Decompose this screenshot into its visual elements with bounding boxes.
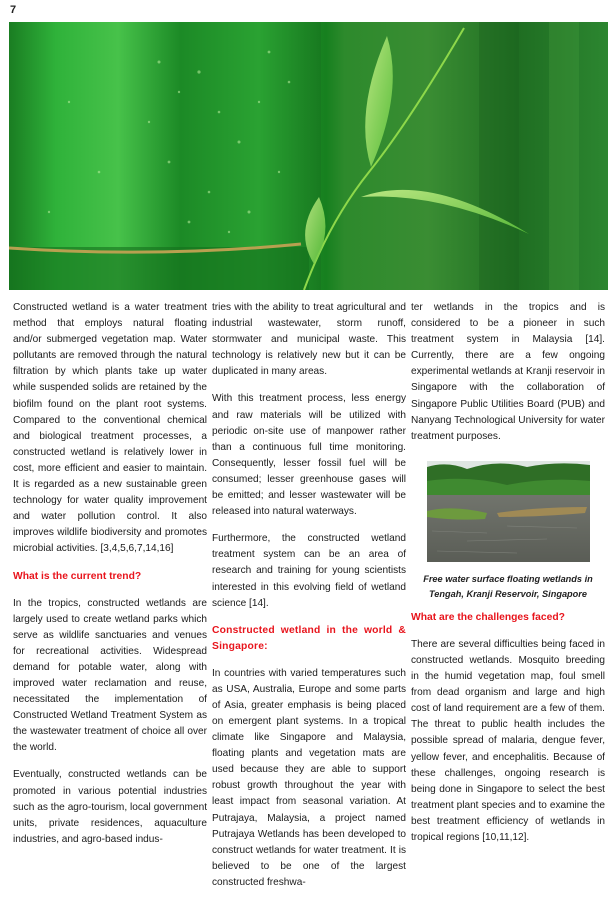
caption-line-1: Free water surface floating wetlands in	[423, 573, 593, 584]
hero-image	[9, 22, 608, 290]
column-1	[13, 300, 207, 859]
wetland-photo	[427, 461, 590, 562]
malaysia-paragraph: ter wetlands in the tropics and is considered to be a pioneer in such treatment system in Malaysia [14]. Currently, there are a few ongoing experimental wetlands at Kranji reservoir in Singapore with the collaboration of Singapore Public Utilities Board (PUB) and Nanyang Technological University for water treatment purposes.	[411, 302, 605, 442]
energy-paragraph: With this treatment process, less energy and raw materials will be utilized with periodic on-site use of manpower rather than a continuous full time monitoring. Consequently, lesser fossil fuel will be consumed; lesser greenhouse gases will be emitted; and lesser wastewater will be released into natural waterways.	[212, 393, 406, 518]
column-3	[411, 300, 605, 857]
photo-caption	[411, 572, 605, 602]
caption-line-2: Tengah, Kranji Reservoir, Singapore	[429, 588, 587, 599]
bamboo-photo-icon	[9, 22, 608, 290]
industries-continued-paragraph: tries with the ability to treat agricultural and industrial wastewater, storm runoff, stormwater and municipal waste. This technology is relatively new but it can be duplicated in many areas.	[212, 302, 406, 378]
page-number: 7	[10, 4, 17, 16]
trend-paragraph: In the tropics, constructed wetlands are largely used to create wetland parks which serve as wildlife sanctuaries and venues for recreational activities. Widespread demand for potable water, along with improved water reclamation and reuse, necessitated the implementation of Constructed Wetland Treatment System as the wastewater treatment of choice all over the world.	[13, 597, 207, 754]
wetland-photo-icon	[427, 461, 590, 562]
industries-paragraph: Eventually, constructed wetlands can be promoted in various potential industries such as the agro-tourism, local government units, private residences, aquaculture industries, and agro-based indus-	[13, 769, 207, 845]
intro-paragraph: Constructed wetland is a water treatment method that employs natural floating and/or submerged vegetation map. Water pollutants are removed through the natural filtration by which plants take up water while suspended solids are retained by the biofilm found on the plant root systems. Compared to the conventional chemical and biological treatment processes, a constructed wetland is relatively lower in cost, more efficient and easier to maintain. It is regarded as a new sustainable green technology for water quality improvement and water pollution control. It also improves wildlife biodiversity and promotes microbial activities. [3,4,5,6,7,14,16]	[13, 302, 207, 555]
world-paragraph: In countries with varied temperatures such as USA, Australia, Europe and some parts of Asia, greater emphasis is being placed on emergent plant systems. In a tropical climate like Singapore and Malaysia, floating plants and vegetation mats are used because they are able to support robust growth throughout the year with least impact from seasonal variation. At Putrajaya, Malaysia, a project named Putrajaya Wetlands has been developed to construct wetlands for water treatment. It is believed to be one of the largest constructed freshwa-	[212, 667, 406, 888]
research-paragraph: Furthermore, the constructed wetland treatment system can be an area of research and training for young scientists interested in this evolving field of wetland science [14].	[212, 533, 406, 609]
section-heading-challenges: What are the challenges faced?	[411, 611, 565, 623]
section-heading-current-trend: What is the current trend?	[13, 570, 142, 582]
column-2	[212, 300, 406, 902]
challenges-paragraph: There are several difficulties being faced in constructed wetlands. Mosquito breeding in the humid vegetation map, foul smell from dead organism and large and high cost of land requirement are a few of them. The threat to public health includes the possible spread of malaria, dengue fever, yellow fever, and encephalitis. Because of these challenges, ongoing research is being done in Singapore to select the best treatment plant species and to examine the best treatment efficiency of wetlands in tropical regions [10,11,12].	[411, 638, 605, 843]
section-heading-world-singapore: Constructed wetland in the world & Singapore:	[212, 624, 406, 652]
